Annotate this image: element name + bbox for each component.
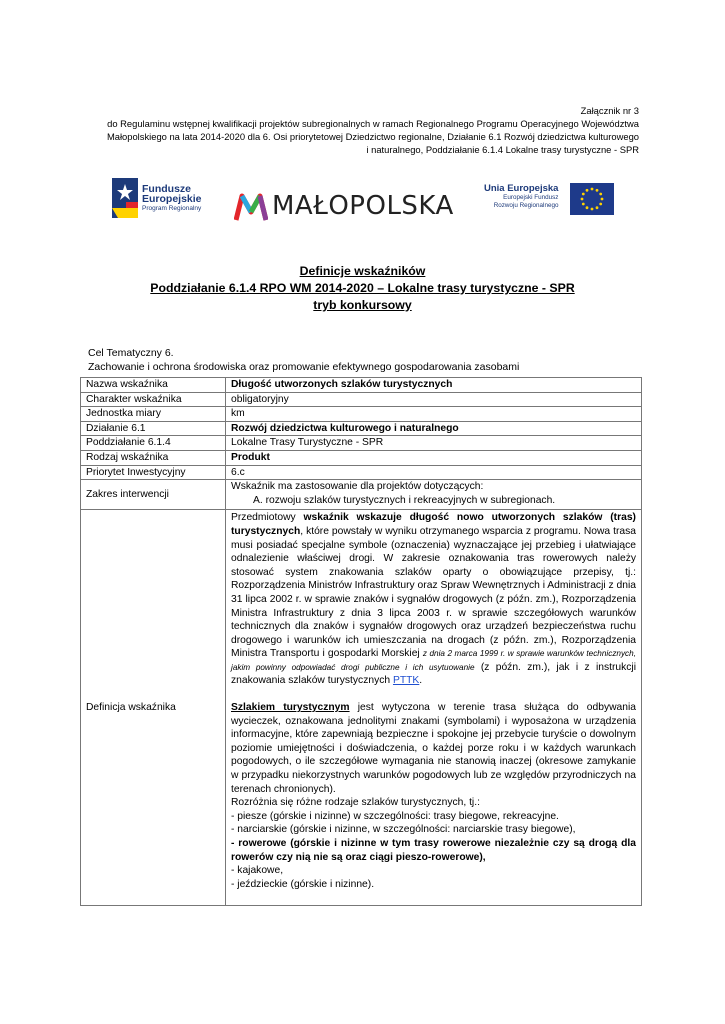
table-row [81,480,642,510]
table-row [81,421,642,436]
def-text: , które powstały w wyniku otrzymanego wsparcia z programu. Nowa trasa musi posiadać specjalne symbole (oznaczenia) wyznaczające jej przebieg i ułatwiające odnalezienie właściwej drogi. W zakresie oznakowania tras rowerowych należy stosować system znakowania szlaków oparty o obowiązujące przepisy, tj.: Rozporządzenia Ministrów Infrastruktury oraz Spraw Wewnętrznych i Administracji z dnia 31 lipca 2002 r. w sprawie znaków i sygnałów drogowych (z późn. zm.), Rozporządzenia Ministra Infrastruktury z dnia 3 lipca 2003 r. w sprawie szczegółowych warunków technicznych dla znaków i sygnałów drogowych oraz urządzeń bezpieczeństwa ruchu drogowego i warunków ich umieszczania na drogach (z późn. zm.), Rozporządzenia Ministra Transportu i gospodarki Morskiej [231,525,636,660]
eu-logo [484,182,614,222]
table-row [81,450,642,465]
row-value: obligatoryjny [226,392,642,407]
table-row [81,436,642,451]
eu-line-2: Europejski Fundusz [503,194,559,201]
row-value: 6.c [226,465,642,480]
row-label: Nazwa wskaźnika [81,378,226,393]
malopolska-logo [234,188,454,222]
malopolska-m-icon [234,192,268,222]
row-value [226,480,642,510]
document-titles [0,263,725,314]
fe-line-2: Europejskie [142,193,202,205]
def-text: jest wytyczona w terenie trasa służąca do odbywania wycieczek, oznakowana jednolitymi znakami (symbolami) i wyposażona w urządzenia informacyjne, które zapewniają bezpieczne i spokojne jej przebycie turyście o dowolnym poziomie umiejętności i doświadczenia, o każdej porze roku i w każdych warunkach pogodowych, o ile szczegółowe wymagania nie stanowią inaczej (okresowe zamykanie w przypadku niekorzystnych warunków pogodowych lub ze względów przyrodniczych na terenach chronionych). [231,702,636,795]
types-intro: Rozróżnia się różne rodzaje szlaków turystycznych, tj.: [231,797,480,809]
def-text: . [419,675,423,687]
attachment-line-2: do Regulaminu wstępnej kwalifikacji projektów subregionalnych w ramach Regionalnego Programu Operacyjnego Województwa [107,118,639,129]
row-value: km [226,407,642,422]
fe-text [142,184,202,214]
table-row [81,510,642,906]
row-value: Lokalne Trasy Turystyczne - SPR [226,436,642,451]
fundusze-europejskie-logo [112,178,212,220]
title-definitions: Definicje wskaźników [299,264,426,278]
fe-star-icon [112,178,138,218]
type-item: - jeździeckie (górskie i nizinne). [231,878,375,890]
attachment-line-4: i naturalnego, Poddziałanie 6.1.4 Lokalne trasy turystyczne - SPR [366,144,639,155]
eu-line-3: Rozwoju Regionalnego [493,202,559,209]
scope-item-a: A. rozwoju szlaków turystycznych i rekreacyjnych w subregionach. [253,494,556,506]
thematic-objective [88,346,519,374]
title-subaction: Poddziałanie 6.1.4 RPO WM 2014-2020 – Lokalne trasy turystyczne - SPR [150,281,575,295]
pttk-link[interactable]: PTTK [392,675,420,687]
type-item: - rowerowe (górskie i nizinne w tym trasy rowerowe niezależnie czy są drogą dla rowerów czy nią nie są oraz ciągi pieszo-rowerowe), [231,838,636,863]
type-item: - kajakowe, [231,865,284,877]
row-label: Charakter wskaźnika [81,392,226,407]
table-row [81,465,642,480]
row-label: Działanie 6.1 [81,421,226,436]
row-value: Długość utworzonych szlaków turystycznych [226,378,642,393]
scope-intro: Wskaźnik ma zastosowanie dla projektów dotyczących: [231,481,484,493]
attachment-line-3: Małopolskiego na lata 2014-2020 dla 6. Osi priorytetowej Dziedzictwo regionalne, Działanie 6.1 Rozwój dziedzictwa kulturowego [106,131,639,142]
indicator-table [80,377,642,906]
row-label: Priorytet Inwestycyjny [81,465,226,480]
row-label: Zakres interwencji [81,480,226,510]
eu-text [484,184,558,210]
definition-paragraph-1 [231,511,636,688]
row-label: Rodzaj wskaźnika [81,450,226,465]
cel-line-1: Cel Tematyczny 6. [88,347,174,359]
def-text: (z późn. zm.), jak i z instrukcji znakowania szlaków turystycznych [231,661,636,687]
table-row [81,392,642,407]
def-term: Szlakiem turystycznym [231,702,350,714]
malopolska-text: MAŁOPOLSKA [272,191,454,221]
logo-bar [0,176,725,226]
definition-cell [226,510,642,906]
row-label: Poddziałanie 6.1.4 [81,436,226,451]
definition-paragraph-2 [231,701,636,796]
row-label: Definicja wskaźnika [81,510,226,906]
def-text: Przedmiotowy [231,512,304,524]
row-value: Rozwój dziedzictwa kulturowego i naturalnego [226,421,642,436]
cel-line-2: Zachowanie i ochrona środowiska oraz promowanie efektywnego gospodarowania zasobami [88,361,520,373]
attachment-number: Załącznik nr 3 [580,105,639,116]
def-bold: wskaźnik wskazuje długość nowo utworzonych szlaków (tras) turystycznych [231,512,636,537]
type-item: - narciarskie (górskie i nizinne, w szczególności: narciarskie trasy biegowe), [231,824,576,836]
eu-flag-icon [570,183,614,215]
title-mode: tryb konkursowy [313,298,412,312]
fe-line-3: Program Regionalny [142,205,202,212]
table-row [81,378,642,393]
def-small: z dnia 2 marca 1999 r. w sprawie warunków technicznych, jakim powinny odpowiadać drogi publiczne i ich usytuowanie [231,649,636,672]
attachment-header [79,104,639,156]
type-item: - piesze (górskie i nizinne) w szczególności: trasy biegowe, rekreacyjne. [231,810,559,822]
eu-line-1: Unia Europejska [484,183,559,194]
row-label: Jednostka miary [81,407,226,422]
row-value: Produkt [226,450,642,465]
fe-line-1: Fundusze [142,183,191,195]
table-row [81,407,642,422]
